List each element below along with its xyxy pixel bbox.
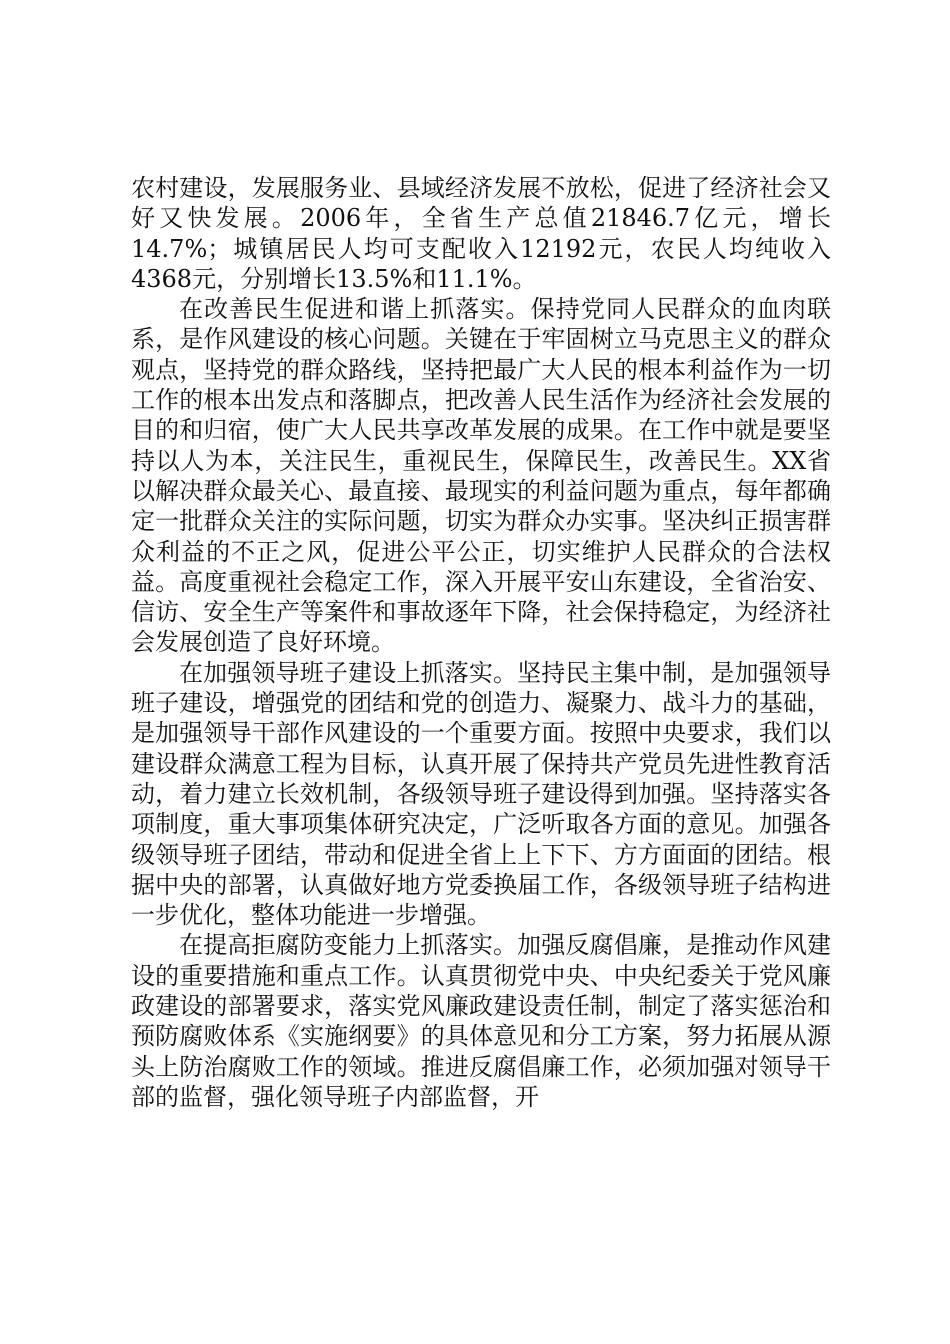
paragraph-anti-corruption: 在提高拒腐防变能力上抓落实。加强反腐倡廉，是推动作风建设的重要措施和重点工作。认真贯彻党中央、中央纪委关于党风廉政建设的部署要求，落实党风廉政建设责任制，制定了落实惩治和预防腐败体系《实施纲要》的具体意见和分工方案，努力拓展从源头上防治腐败工作的领域。推进反腐倡廉工作，必须加强对领导干部的监督，强化领导班子内部监督，开 — [131, 931, 831, 1111]
paragraph-livelihood: 在改善民生促进和谐上抓落实。保持党同人民群众的血肉联系，是作风建设的核心问题。关键在于牢固树立马克思主义的群众观点，坚持党的群众路线，坚持把最广大人民的根本利益作为一切工作的根本出发点和落脚点，把改善人民生活作为经济社会发展的目的和归宿，使广大人民共享改革发展的成果。在工作中就是要坚持以人为本，关注民生，重视民生，保障民生，改善民生。XX省以解决群众最关心、最直接、最现实的利益问题为重点，每年都确定一批群众关注的实际问题，切实为群众办实事。坚决纠正损害群众利益的不正之风，促进公平公正，切实维护人民群众的合法权益。高度重视社会稳定工作，深入开展平安山东建设，全省治安、信访、安全生产等案件和事故逐年下降，社会保持稳定，为经济社会发展创造了良好环境。 — [131, 295, 831, 657]
document-body — [131, 173, 831, 1112]
paragraph-economic-results: 农村建设，发展服务业、县域经济发展不放松，促进了经济社会又好又快发展。2006年，全省生产总值21846.7亿元，增长14.7%；城镇居民人均可支配收入12192元，农民人均纯收入4368元，分别增长13.5%和11.1%。 — [131, 174, 831, 293]
paragraph-leadership: 在加强领导班子建设上抓落实。坚持民主集中制，是加强领导班子建设，增强党的团结和党的创造力、凝聚力、战斗力的基础，是加强领导干部作风建设的一个重要方面。按照中央要求，我们以建设群众满意工程为目标，认真开展了保持共产党员先进性教育活动，着力建立长效机制，各级领导班子建设得到加强。坚持落实各项制度，重大事项集体研究决定，广泛听取各方面的意见。加强各级领导班子团结，带动和促进全省上上下下、方方面面的团结。根据中央的部署，认真做好地方党委换届工作，各级领导班子结构进一步优化，整体功能进一步增强。 — [131, 658, 831, 930]
